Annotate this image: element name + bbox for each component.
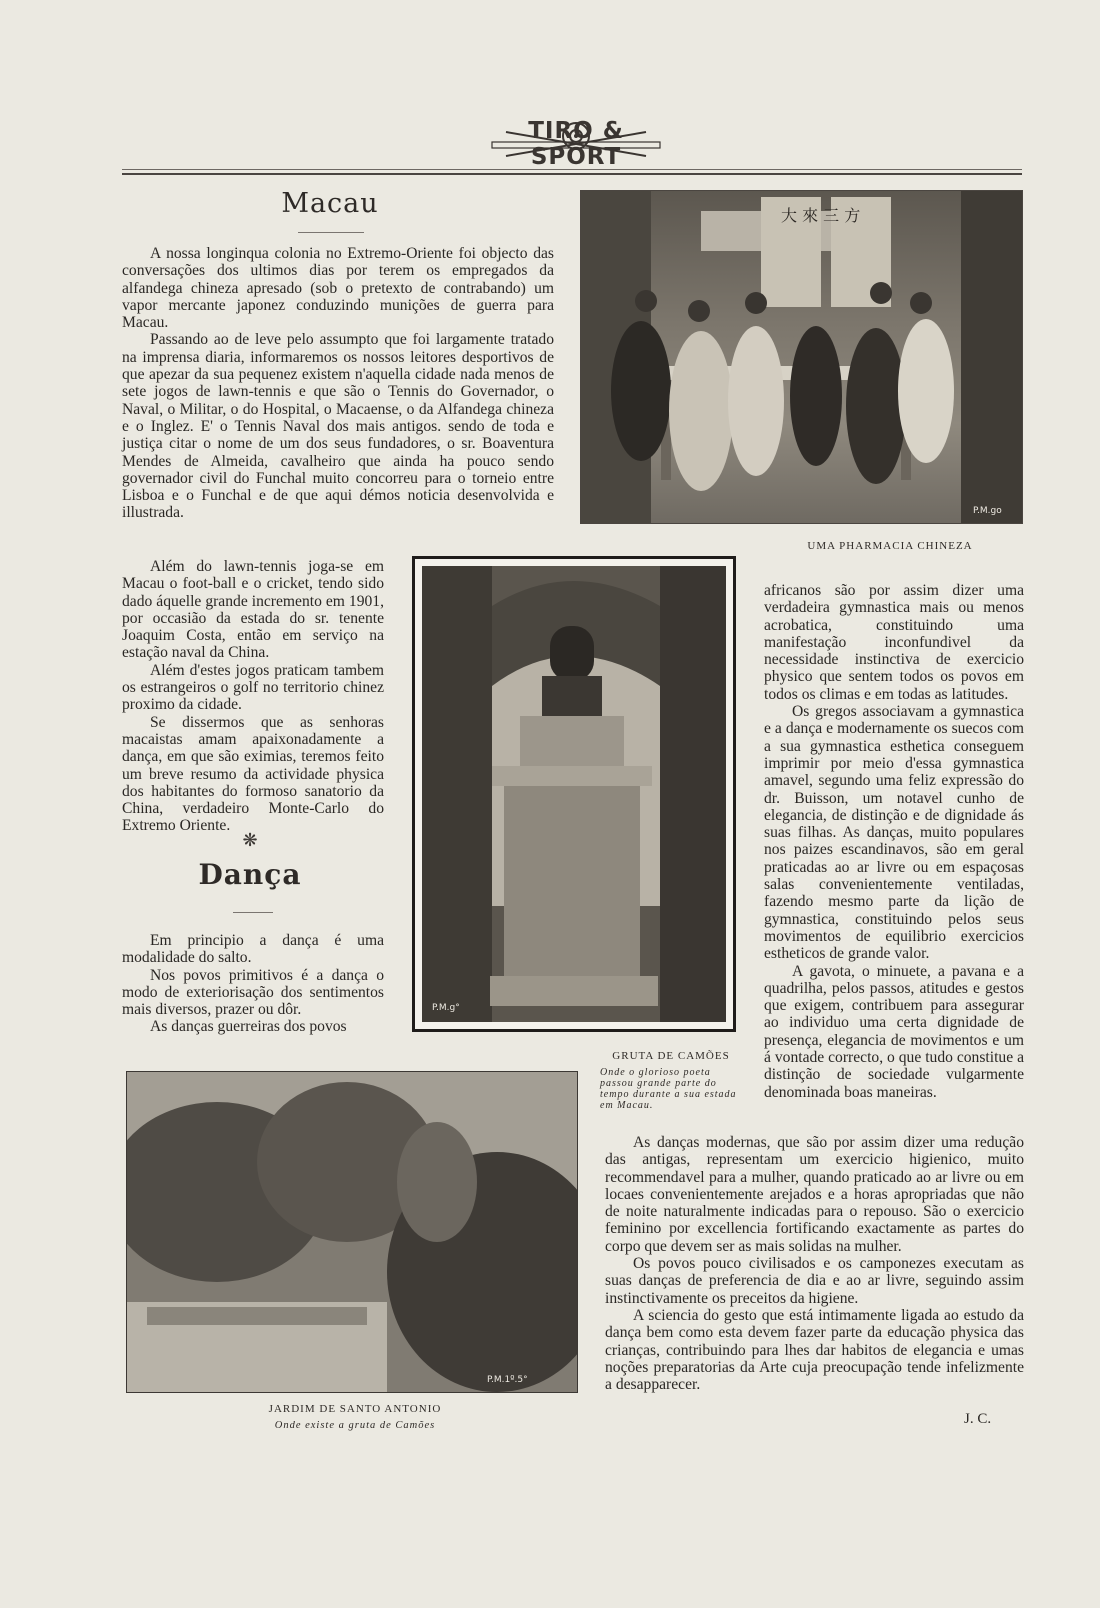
caption-jardim-subtitle: Onde existe a gruta de Camões: [274, 1420, 436, 1431]
danca-column-1: [122, 932, 384, 1036]
paragraph: Além d'estes jogos praticam tambem os estrangeiros o golf no territorio chinez proximo da cidade.: [122, 661, 384, 714]
caption-jardim: JARDIM DE SANTO ANTONIO: [268, 1403, 442, 1415]
title-underline: [298, 232, 364, 233]
paragraph: As danças guerreiras dos povos: [150, 1018, 347, 1036]
paragraph: Nos povos primitivos é a dança o modo de exteriorisação dos sentimentos mais diversos, prazer ou dôr.: [122, 966, 384, 1019]
pharmacy-scene-image: [581, 191, 1022, 523]
paragraph: Os gregos associavam a gymnastica e a dança e modernamente os suecos com a sua gymnastica esthetica conseguem imprimir por meio d'essa gymnastica amavel, segundo uma feliz expressão do dr. Buisson, um notavel cunho de elegancia, de distinção e de dignidade ás suas filhas. As danças, muito populares nos paizes escandinavos, são em geral praticadas ao ar livre ou em espaçosas salas convenientemente ventiladas, fazendo mesmo parte da lição de gymnastica, constituindo pelos seus movimentos de equilibrio exercicios estheticos de grande valor.: [764, 703, 1024, 963]
paragraph: A sciencia do gesto que está intimamente ligada ao estudo da dança bem como esta devem fazer parte da educação physica das crianças, contribuindo para lhes dar habitos de elegancia e umas noções preparatorias da Arte cuja preocupação tende infelizmente a desapparecer.: [605, 1306, 1024, 1394]
header-rule: [122, 169, 1022, 170]
article-title-macau: Macau: [281, 188, 379, 219]
grotto-image: [422, 566, 726, 1022]
separator-ornament-icon: ❋: [242, 830, 258, 850]
paragraph: Além do lawn-tennis joga-se em Macau o foot-ball e o cricket, tendo sido dado áquelle grande incremento em 1901, por occasião da estada do sr. tenente Joaquim Costa, então em serviço na estação naval da China.: [122, 558, 384, 662]
masthead-logo: [486, 112, 666, 168]
caption-pharmacia: UMA PHARMACIA CHINEZA: [807, 540, 973, 552]
photo-jardim-de-santo-antonio: [126, 1071, 578, 1393]
paragraph: africanos são por assim dizer uma verdadeira gymnastica mais ou menos acrobatica, constituindo uma manifestação inconfundivel da necessidade instinctiva de exercicio physico que sentem todos os povos em todos os climas e em todas as latitudes.: [764, 582, 1024, 703]
garden-image: [127, 1072, 577, 1392]
macau-text-top: [122, 245, 554, 522]
paragraph: A gavota, o minuete, a pavana e a quadrilha, pelos passos, atitudes e gestos que exigem, contribuem para assegurar ao individuo uma certa dignidade de presença, elegancia de movimentos e um á vontade correcto, o que tudo constitue a distinção de sociedade vulgarmente denominada boas maneiras.: [764, 962, 1024, 1101]
paragraph: Passando ao de leve pelo assumpto que foi largamente tratado na imprensa diaria, informaremos os nossos leitores desportivos de que apezar da sua pequenez existem n'aquella cidade nada menos de sete jogos de lawn-tennis e que são o Tennis do Governador, o Naval, o Militar, o do Hospital, o Macaense, o da Alfandega chineza e o Inglez. E' o Tennis Naval dos mais antigos. sendo de toda e justiça citar o nome de um dos seus fundadores, o sr. Boaventura Mendes de Almeida, cavalheiro que ainda ha pouco sendo governador civil do Funchal muito concorreu para o torneio entre Lisboa e o Funchal e de que aqui démos noticia desenvolvida e illustrada.: [122, 331, 554, 522]
paragraph: A nossa longinqua colonia no Extremo-Oriente foi objecto das conversações dos ultimos dias por terem os empregados da alfandega chineza apresado (sob o pretexto de contrabando) um vapor mercante japonez conduzindo munições de guerra para Macau.: [122, 245, 554, 332]
shop-sign-text: 大 來 三 方: [781, 206, 861, 225]
macau-text-bottom: [122, 558, 384, 835]
photographer-mark: P.M.1º.5°: [487, 1375, 528, 1385]
danca-column-2: [764, 582, 1024, 1101]
header-rule-thick: [122, 173, 1022, 175]
camoes-bust-image: [422, 566, 726, 1022]
masthead-text: TIRO & SPORT: [528, 118, 624, 170]
article-title-danca: Dança: [198, 858, 302, 891]
photo-gruta-de-camoes: [412, 556, 736, 1032]
caption-gruta-subtitle: Onde o glorioso poeta passou grande parte do tempo durante a sua estada em Macau.: [600, 1067, 737, 1111]
signature: J. C.: [964, 1411, 992, 1427]
photographer-mark: P.M.go: [973, 506, 1002, 516]
title-underline: [233, 912, 273, 913]
paragraph: As danças modernas, que são por assim dizer uma redução das antigas, representam um exercicio higienico, muito recommendavel para a mulher, quando praticado ao ar livre ou em locaes convenientemente arejados e a horas apropriadas que não de noite naturalmente indicadas para o repouso. São o exercicio feminino por excellencia fortificando exactamente as partes do corpo que devem ser as mais solidas na mulher.: [605, 1134, 1024, 1255]
photographer-mark: P.M.g°: [432, 1003, 460, 1013]
paragraph: Em principio a dança é uma modalidade do salto.: [122, 932, 384, 967]
paragraph: Os povos pouco civilisados e os camponezes executam as suas danças de preferencia de dia e ao ar livre, seguindo assim instinctivamente os preceitos da higiene.: [605, 1255, 1024, 1307]
paragraph: Se dissermos que as senhoras macaistas amam apaixonadamente a dança, em que são eximias, teremos feito um breve resumo da actividade physica dos habitantes do formoso sanatorio da China, verdadeiro Monte-Carlo do Extremo Oriente.: [122, 713, 384, 835]
caption-gruta-de-camoes: GRUTA DE CAMÕES: [612, 1050, 730, 1062]
danca-column-3: [605, 1134, 1024, 1393]
photo-pharmacia-chineza: [580, 190, 1023, 524]
